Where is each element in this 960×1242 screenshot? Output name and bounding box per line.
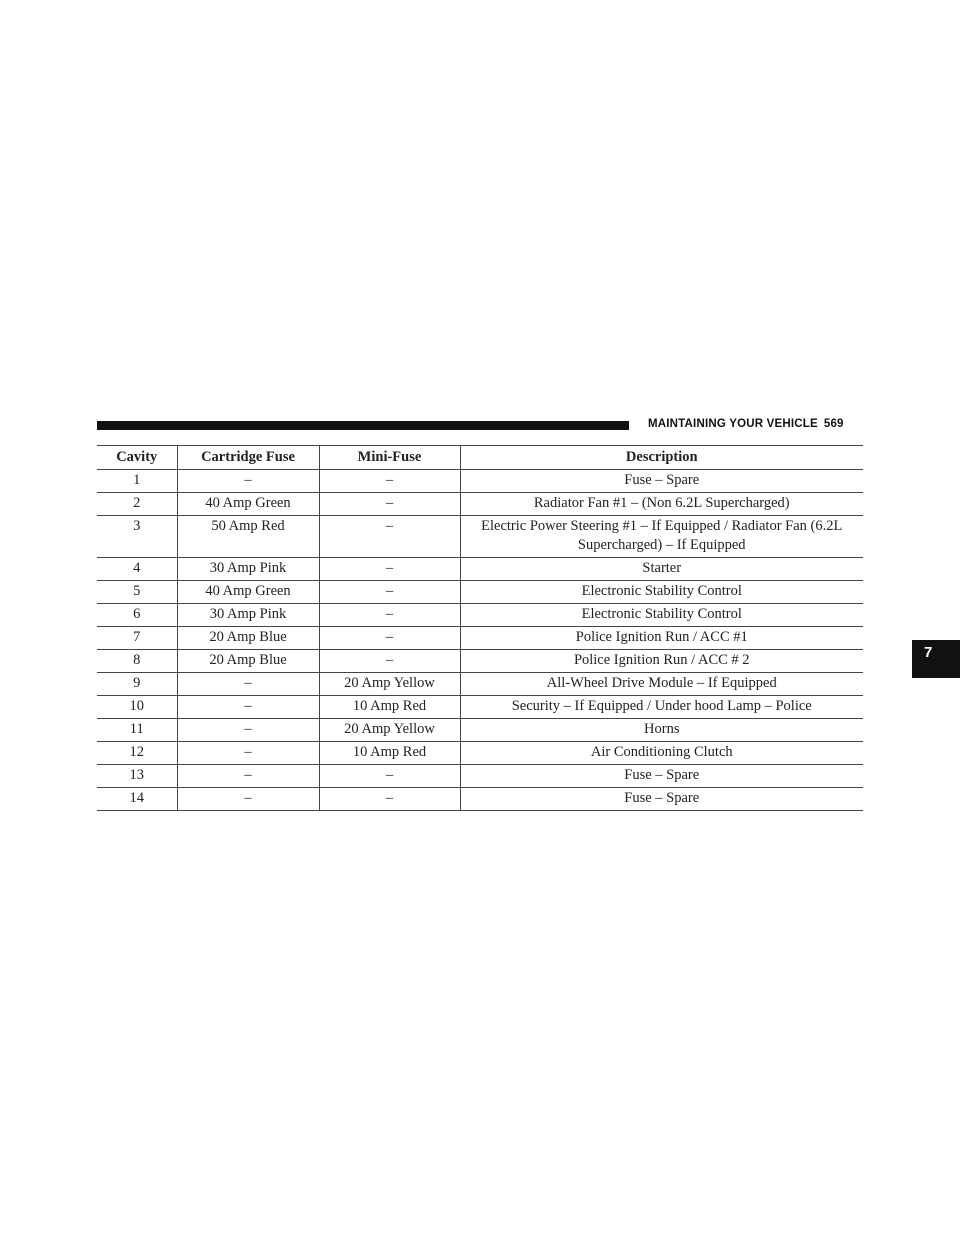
mini-fuse-cell: – xyxy=(319,581,460,604)
mini-fuse-cell: – xyxy=(319,493,460,516)
cavity-cell: 9 xyxy=(97,673,177,696)
cartridge-fuse-cell: – xyxy=(177,765,319,788)
description-cell: Air Conditioning Clutch xyxy=(460,742,863,765)
table-row xyxy=(97,696,863,719)
mini-fuse-cell: 20 Amp Yellow xyxy=(319,673,460,696)
page-number: 569 xyxy=(823,418,844,430)
cavity-cell: 5 xyxy=(97,581,177,604)
table-row xyxy=(97,493,863,516)
description-cell: Electronic Stability Control xyxy=(460,604,863,627)
table-row xyxy=(97,627,863,650)
description-cell: Electronic Stability Control xyxy=(460,581,863,604)
mini-fuse-cell: – xyxy=(319,604,460,627)
description-cell: Fuse – Spare xyxy=(460,788,863,811)
description-cell: Starter xyxy=(460,558,863,581)
mini-fuse-cell: – xyxy=(319,788,460,811)
column-header: Description xyxy=(460,446,863,470)
mini-fuse-cell: – xyxy=(319,558,460,581)
fuse-table xyxy=(97,445,863,811)
cartridge-fuse-cell: 30 Amp Pink xyxy=(177,558,319,581)
mini-fuse-cell: 10 Amp Red xyxy=(319,696,460,719)
running-header xyxy=(648,418,844,430)
table-row xyxy=(97,558,863,581)
cartridge-fuse-cell: 20 Amp Blue xyxy=(177,627,319,650)
mini-fuse-cell: – xyxy=(319,470,460,493)
description-cell: Police Ignition Run / ACC # 2 xyxy=(460,650,863,673)
cartridge-fuse-cell: 30 Amp Pink xyxy=(177,604,319,627)
cavity-cell: 14 xyxy=(97,788,177,811)
cavity-cell: 1 xyxy=(97,470,177,493)
mini-fuse-cell: – xyxy=(319,627,460,650)
table-row xyxy=(97,604,863,627)
chapter-tab: 7 xyxy=(912,640,960,678)
table-row xyxy=(97,788,863,811)
cavity-cell: 2 xyxy=(97,493,177,516)
cartridge-fuse-cell: – xyxy=(177,673,319,696)
mini-fuse-cell: 10 Amp Red xyxy=(319,742,460,765)
mini-fuse-cell: – xyxy=(319,765,460,788)
table-header-row xyxy=(97,446,863,470)
cavity-cell: 12 xyxy=(97,742,177,765)
cavity-cell: 6 xyxy=(97,604,177,627)
table-row xyxy=(97,581,863,604)
cavity-cell: 13 xyxy=(97,765,177,788)
cartridge-fuse-cell: – xyxy=(177,788,319,811)
description-cell: Radiator Fan #1 – (Non 6.2L Supercharged) xyxy=(460,493,863,516)
cavity-cell: 8 xyxy=(97,650,177,673)
cartridge-fuse-cell: 20 Amp Blue xyxy=(177,650,319,673)
cartridge-fuse-cell: – xyxy=(177,696,319,719)
cartridge-fuse-cell: 40 Amp Green xyxy=(177,581,319,604)
table-row xyxy=(97,650,863,673)
cartridge-fuse-cell: – xyxy=(177,742,319,765)
cavity-cell: 7 xyxy=(97,627,177,650)
header-rule xyxy=(97,421,629,430)
table-row xyxy=(97,719,863,742)
description-cell: Horns xyxy=(460,719,863,742)
table-row xyxy=(97,673,863,696)
table-row xyxy=(97,765,863,788)
cartridge-fuse-cell: – xyxy=(177,470,319,493)
column-header: Cartridge Fuse xyxy=(177,446,319,470)
cavity-cell: 11 xyxy=(97,719,177,742)
mini-fuse-cell: – xyxy=(319,516,460,558)
cavity-cell: 10 xyxy=(97,696,177,719)
description-cell: Electric Power Steering #1 – If Equipped / Radiator Fan (6.2L Supercharged) – If Equipped xyxy=(460,516,863,558)
cavity-cell: 3 xyxy=(97,516,177,558)
description-cell: All-Wheel Drive Module – If Equipped xyxy=(460,673,863,696)
cartridge-fuse-cell: 40 Amp Green xyxy=(177,493,319,516)
mini-fuse-cell: 20 Amp Yellow xyxy=(319,719,460,742)
cavity-cell: 4 xyxy=(97,558,177,581)
description-cell: Fuse – Spare xyxy=(460,765,863,788)
cartridge-fuse-cell: 50 Amp Red xyxy=(177,516,319,558)
description-cell: Fuse – Spare xyxy=(460,470,863,493)
cartridge-fuse-cell: – xyxy=(177,719,319,742)
table-row xyxy=(97,470,863,493)
mini-fuse-cell: – xyxy=(319,650,460,673)
description-cell: Police Ignition Run / ACC #1 xyxy=(460,627,863,650)
table-row xyxy=(97,516,863,558)
description-cell: Security – If Equipped / Under hood Lamp – Police xyxy=(460,696,863,719)
column-header: Cavity xyxy=(97,446,177,470)
table-row xyxy=(97,742,863,765)
section-title: MAINTAINING YOUR VEHICLE xyxy=(648,418,818,430)
column-header: Mini-Fuse xyxy=(319,446,460,470)
